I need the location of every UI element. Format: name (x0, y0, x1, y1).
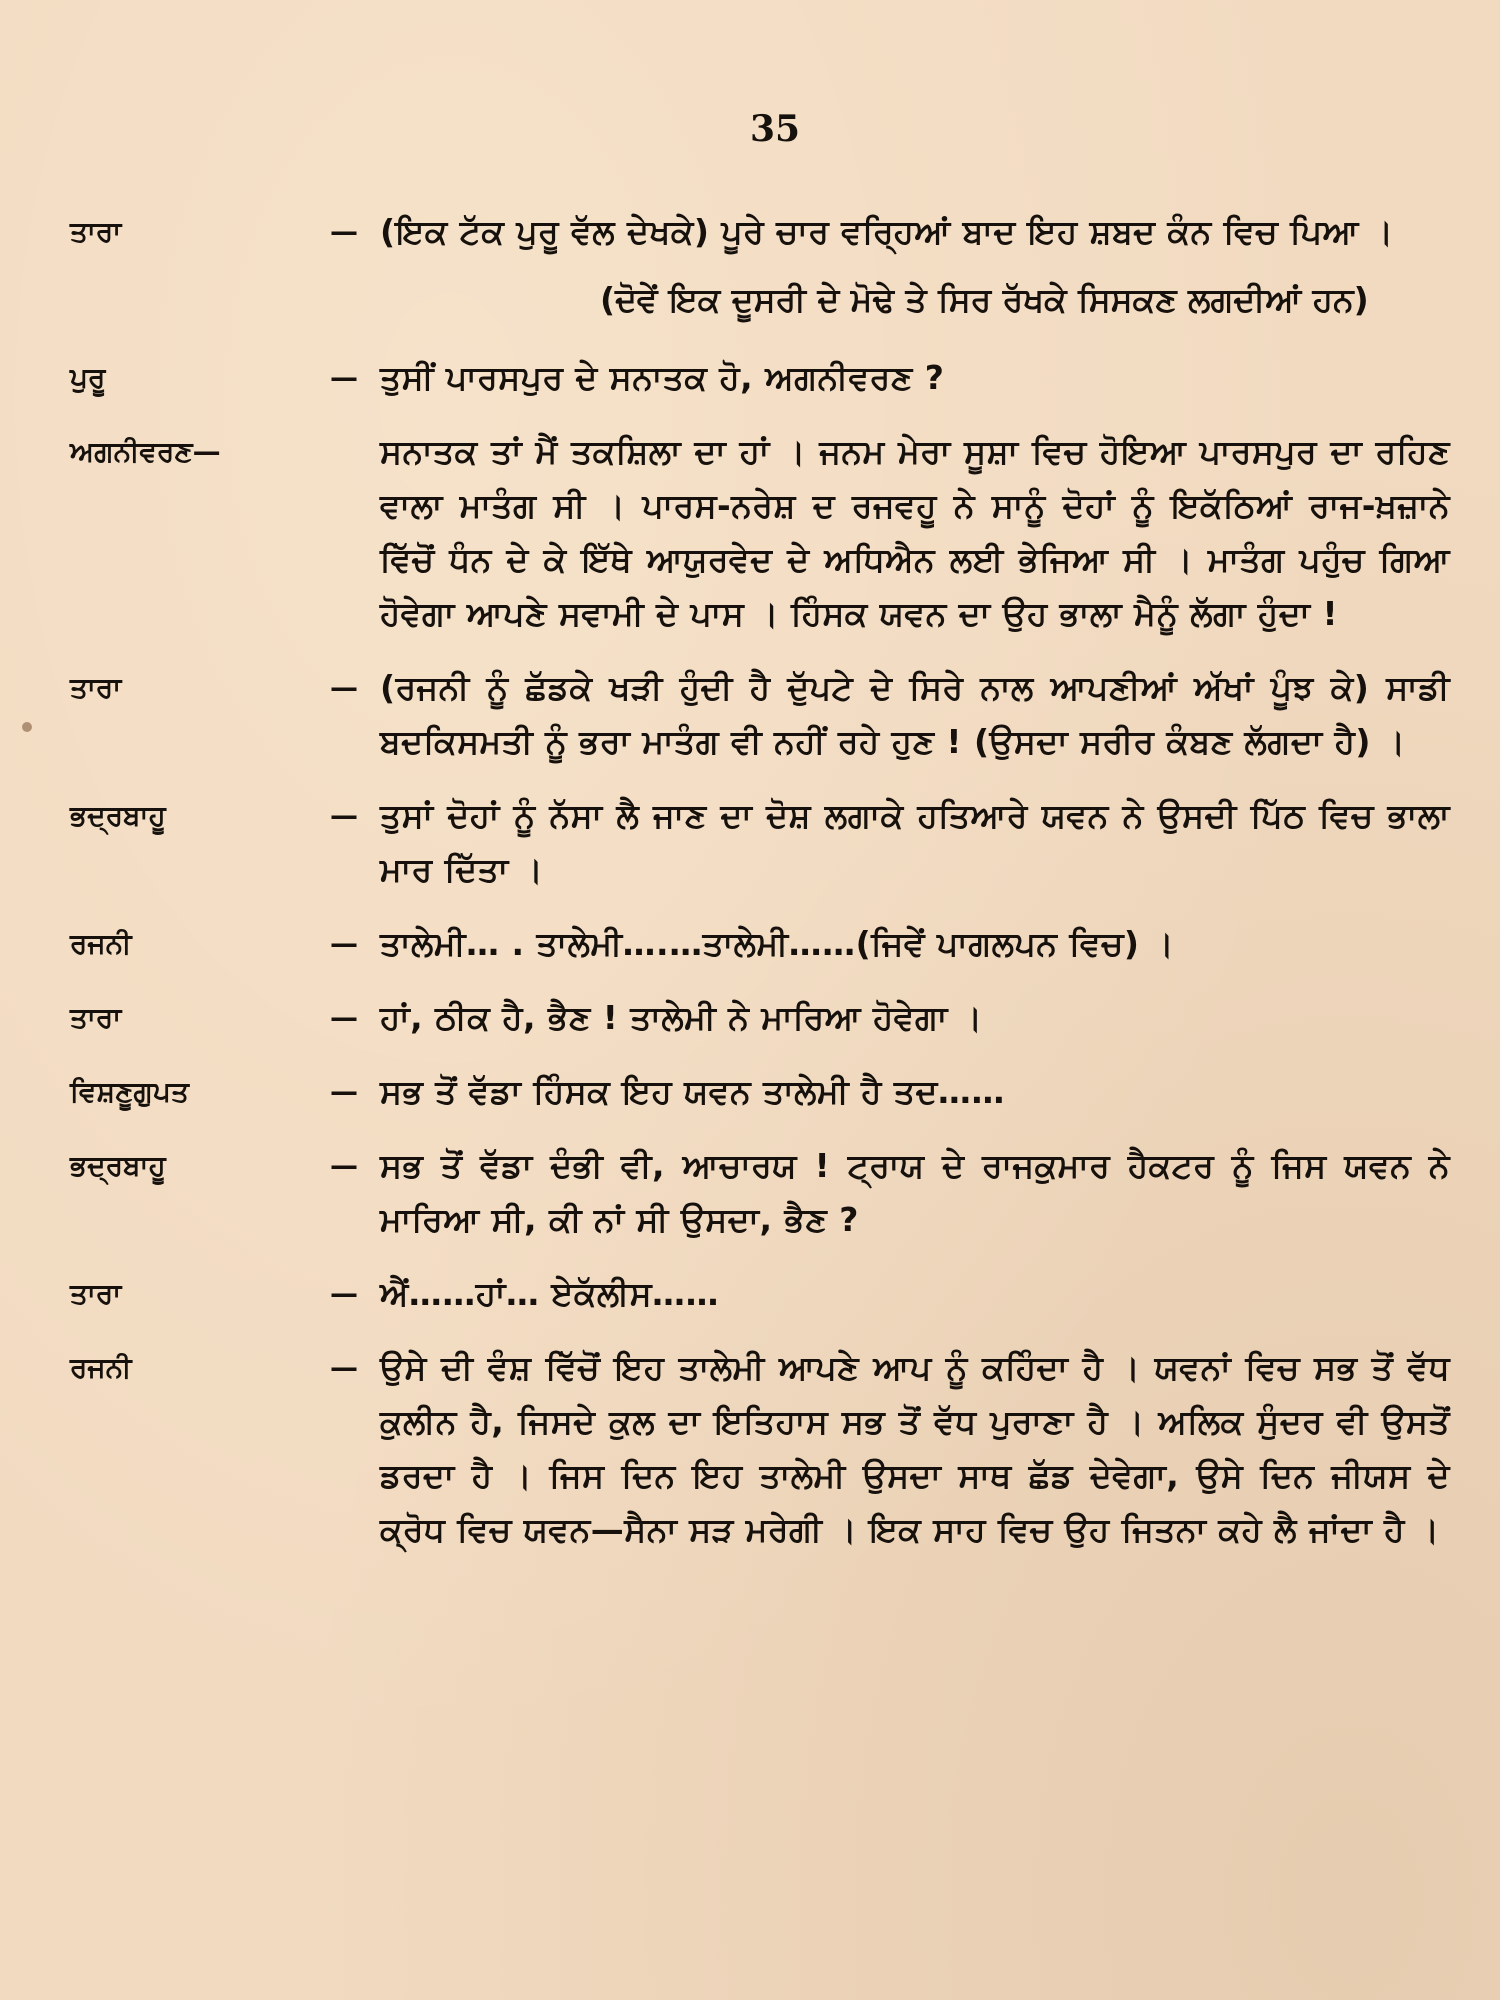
speaker-dash: — (330, 927, 358, 960)
dialogue-entry (70, 425, 1450, 641)
speaker-dash: — (330, 215, 358, 248)
speech-text: ਤੁਸਾਂ ਦੋਹਾਂ ਨੂੰ ਨੱਸਾ ਲੈ ਜਾਣ ਦਾ ਦੋਸ਼ ਲਗਾਕੇ ਹਤਿਆਰੇ ਯਵਨ ਨੇ ਉਸਦੀ ਪਿੱਠ ਵਿਚ ਭਾਲਾ ਮਾਰ ਦਿੱਤਾ । (380, 796, 1450, 889)
speaker-name: ਤਾਰਾ (70, 1277, 122, 1310)
speaker-name: ਭਦ੍ਰਬਾਹੂ (70, 1149, 166, 1182)
speaker-dash: — (330, 671, 358, 704)
speaker-name: ਪੁਰੂ (70, 361, 106, 394)
dialogue-block (70, 205, 1450, 1577)
dialogue-entry (70, 1139, 1450, 1247)
speaker-name: ਰਜਨੀ (70, 927, 132, 960)
speech-text: (ਰਜਨੀ ਨੂੰ ਛੱਡਕੇ ਖੜੀ ਹੁੰਦੀ ਹੈ ਦੁੱਪਟੇ ਦੇ ਸਿਰੇ ਨਾਲ ਆਪਣੀਆਂ ਅੱਖਾਂ ਪੂੰਝ ਕੇ) ਸਾਡੀ ਬਦਕਿਸਮਤੀ ਨੂੰ ਭਰਾ ਮਾਤੰਗ ਵੀ ਨਹੀਂ ਰਹੇ ਹੁਣ ! (ਉਸਦਾ ਸਰੀਰ ਕੰਬਣ ਲੱਗਦਾ ਹੈ) । (380, 668, 1450, 761)
stage-direction: (ਦੋਵੇਂ ਇਕ ਦੂਸਰੀ ਦੇ ਮੋਢੇ ਤੇ ਸਿਰ ਰੱਖਕੇ ਸਿਸਕਣ ਲਗਦੀਆਂ ਹਨ) (600, 280, 1369, 319)
speaker-dash: — (330, 1001, 358, 1034)
speech-text: ਤੁਸੀਂ ਪਾਰਸਪੁਰ ਦੇ ਸਨਾਤਕ ਹੋ, ਅਗਨੀਵਰਣ ? (380, 358, 945, 397)
speech-text: ਹਾਂ, ਠੀਕ ਹੈ, ਭੈਣ ! ਤਾਲੇਮੀ ਨੇ ਮਾਰਿਆ ਹੋਵੇਗਾ । (380, 998, 983, 1037)
speaker-name: ਅਗਨੀਵਰਣ— (70, 435, 221, 468)
speech-text: ਸਭ ਤੋਂ ਵੱਡਾ ਦੰਭੀ ਵੀ, ਆਚਾਰਯ ! ਟ੍ਰਾਯ ਦੇ ਰਾਜਕੁਮਾਰ ਹੈਕਟਰ ਨੂੰ ਜਿਸ ਯਵਨ ਨੇ ਮਾਰਿਆ ਸੀ, ਕੀ ਨਾਂ ਸੀ ਉਸਦਾ, ਭੈਣ ? (380, 1146, 1450, 1239)
speaker-name: ਤਾਰਾ (70, 1001, 122, 1034)
speech-text: ਸਨਾਤਕ ਤਾਂ ਮੈਂ ਤਕਸ਼ਿਲਾ ਦਾ ਹਾਂ । ਜਨਮ ਮੇਰਾ ਸੂਸ਼ਾ ਵਿਚ ਹੋਇਆ ਪਾਰਸਪੁਰ ਦਾ ਰਹਿਣ ਵਾਲਾ ਮਾਤੰਗ ਸੀ । ਪਾਰਸ-ਨਰੇਸ਼ ਦ ਰਜਵਹੂ ਨੇ ਸਾਨੂੰ ਦੋਹਾਂ ਨੂੰ ਇਕੱਠਿਆਂ ਰਾਜ-ਖ਼ਜ਼ਾਨੇ ਵਿੱਚੋਂ ਧੰਨ ਦੇ ਕੇ ਇੱਥੇ ਆਯੁਰਵੇਦ ਦੇ ਅਧਿਐਨ ਲਈ ਭੇਜਿਆ ਸੀ । ਮਾਤੰਗ ਪਹੁੰਚ ਗਿਆ ਹੋਵੇਗਾ ਆਪਣੇ ਸਵਾਮੀ ਦੇ ਪਾਸ । ਹਿੰਸਕ ਯਵਨ ਦਾ ਉਹ ਭਾਲਾ ਮੈਨੂੰ ਲੱਗਾ ਹੁੰਦਾ ! (380, 432, 1450, 633)
speaker-dash: — (330, 1149, 358, 1182)
speaker-dash: — (330, 1277, 358, 1310)
dialogue-entry (70, 1341, 1450, 1557)
speech-text: ਐਂ……ਹਾਂ… ਏਕੱਲੀਸ…… (380, 1274, 720, 1313)
dialogue-entry (70, 1065, 1450, 1119)
speech-text: ਤਾਲੇਮੀ… . ਤਾਲੇਮੀ….…ਤਾਲੇਮੀ……(ਜਿਵੇਂ ਪਾਗਲਪਨ ਵਿਚ) । (380, 924, 1175, 963)
speech-text: (ਇਕ ਟੱਕ ਪੁਰੂ ਵੱਲ ਦੇਖਕੇ) ਪੂਰੇ ਚਾਰ ਵਰ੍ਹਿਆਂ ਬਾਦ ਇਹ ਸ਼ਬਦ ਕੰਨ ਵਿਚ ਪਿਆ । (380, 212, 1394, 251)
dialogue-entry (70, 917, 1450, 971)
dialogue-entry (70, 205, 1450, 259)
dialogue-entry (70, 351, 1450, 405)
dialogue-entry (70, 991, 1450, 1045)
speech-text: ਉਸੇ ਦੀ ਵੰਸ਼ ਵਿੱਚੋਂ ਇਹ ਤਾਲੇਮੀ ਆਪਣੇ ਆਪ ਨੂੰ ਕਹਿੰਦਾ ਹੈ । ਯਵਨਾਂ ਵਿਚ ਸਭ ਤੋਂ ਵੱਧ ਕੁਲੀਨ ਹੈ, ਜਿਸਦੇ ਕੁਲ ਦਾ ਇਤਿਹਾਸ ਸਭ ਤੋਂ ਵੱਧ ਪੁਰਾਣਾ ਹੈ । ਅਲਿਕ ਸੁੰਦਰ ਵੀ ਉਸਤੋਂ ਡਰਦਾ ਹੈ । ਜਿਸ ਦਿਨ ਇਹ ਤਾਲੇਮੀ ਉਸਦਾ ਸਾਥ ਛੱਡ ਦੇਵੇਗਾ, ਉਸੇ ਦਿਨ ਜੀਯਸ ਦੇ ਕ੍ਰੋਧ ਵਿਚ ਯਵਨ—ਸੈਨਾ ਸੜ ਮਰੇਗੀ । ਇਕ ਸਾਹ ਵਿਚ ਉਹ ਜਿਤਨਾ ਕਹੇ ਲੈ ਜਾਂਦਾ ਹੈ । (380, 1348, 1450, 1549)
dialogue-entry (70, 789, 1450, 897)
speaker-name: ਤਾਰਾ (70, 215, 122, 248)
speaker-dash: — (330, 1075, 358, 1108)
speech-text: ਸਭ ਤੋਂ ਵੱਡਾ ਹਿੰਸਕ ਇਹ ਯਵਨ ਤਾਲੇਮੀ ਹੈ ਤਦ…… (380, 1072, 1005, 1111)
speaker-name: ਵਿਸ਼ਣੂਗੁਪਤ (70, 1075, 189, 1108)
speaker-dash: — (330, 799, 358, 832)
speaker-name: ਤਾਰਾ (70, 671, 122, 704)
speaker-dash: — (330, 1351, 358, 1384)
speaker-name: ਰਜਨੀ (70, 1351, 132, 1384)
paper-stain (22, 722, 32, 732)
speaker-dash: — (330, 361, 358, 394)
speaker-name: ਭਦ੍ਰਬਾਹੂ (70, 799, 166, 832)
page-number: 35 (749, 108, 801, 150)
dialogue-entry (70, 661, 1450, 769)
dialogue-entry (70, 1267, 1450, 1321)
